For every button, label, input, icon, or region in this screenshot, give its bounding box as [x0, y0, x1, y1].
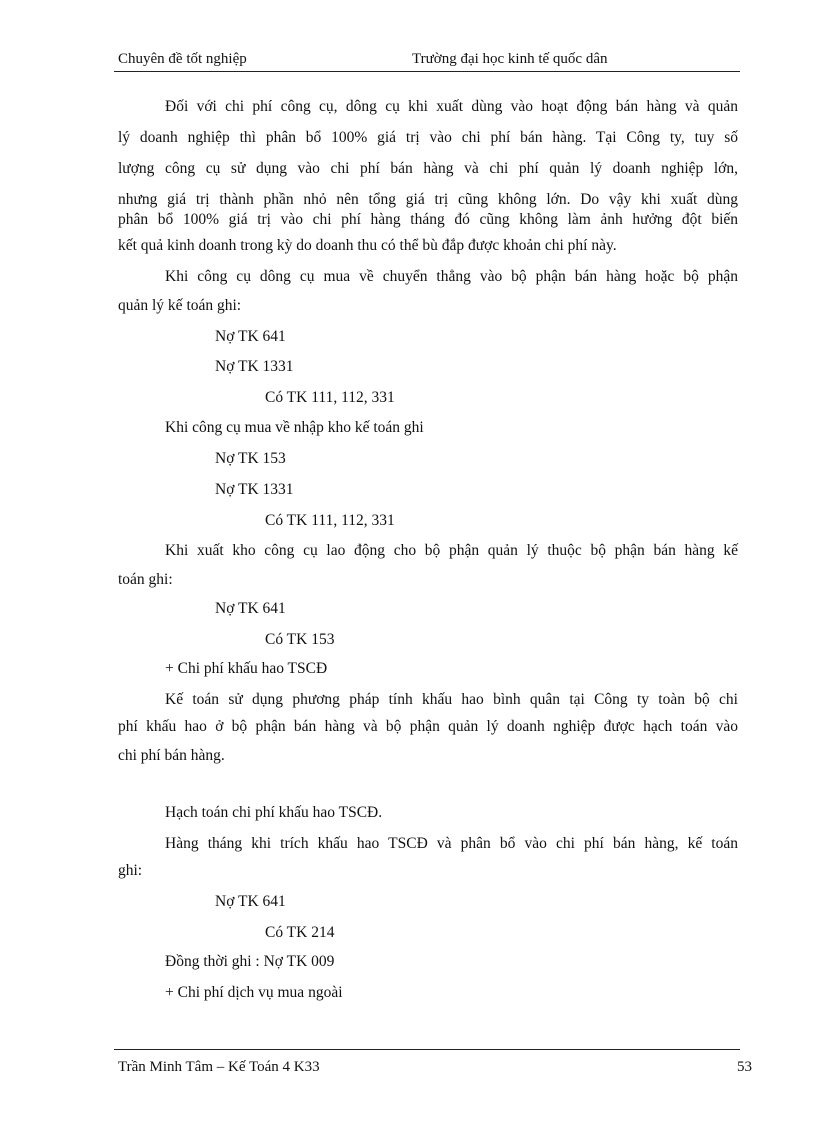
section-heading: + Chi phí khấu hao TSCĐ [165, 660, 328, 677]
journal-entry-debit: Nợ TK 641 [215, 893, 286, 910]
paragraph-line: phí khấu hao ở bộ phận bán hàng và bộ phận quản lý doanh nghiệp được hạch toán vào [118, 718, 738, 735]
paragraph-line: Hạch toán chi phí khấu hao TSCĐ. [165, 804, 383, 821]
journal-entry-credit: Có TK 111, 112, 331 [265, 389, 395, 406]
paragraph-line: lượng công cụ sử dụng vào chi phí bán hàng và chi phí quản lý doanh nghiệp lớn, [118, 160, 738, 177]
journal-entry-credit: Có TK 111, 112, 331 [265, 512, 395, 529]
paragraph-line: Khi xuất kho công cụ lao động cho bộ phận quản lý thuộc bộ phận bán hàng kế [165, 542, 738, 559]
journal-entry-credit: Có TK 214 [265, 924, 335, 941]
paragraph-line: phân bổ 100% giá trị vào chi phí hàng tháng đó cũng không làm ảnh hưởng đột biến [118, 211, 738, 228]
journal-entry-debit: Nợ TK 641 [215, 600, 286, 617]
journal-entry-credit: Có TK 153 [265, 631, 335, 648]
paragraph-line: quản lý kế toán ghi: [118, 297, 242, 314]
paragraph-line: lý doanh nghiệp thì phân bổ 100% giá trị vào chi phí bán hàng. Tại Công ty, tuy số [118, 129, 738, 146]
journal-entry-debit: Nợ TK 153 [215, 450, 286, 467]
header-divider [114, 71, 740, 72]
paragraph-line: ghi: [118, 862, 143, 879]
journal-entry-debit: Nợ TK 1331 [215, 358, 294, 375]
paragraph-line: Kế toán sử dụng phương pháp tính khấu hao bình quân tại Công ty toàn bộ chi [165, 691, 738, 708]
page-number: 53 [737, 1059, 752, 1075]
paragraph-line: Đồng thời ghi : Nợ TK 009 [165, 953, 335, 970]
header-course-title: Chuyên đề tốt nghiệp [118, 51, 247, 67]
paragraph-line: chi phí bán hàng. [118, 747, 225, 764]
paragraph-line: Khi công cụ mua về nhập kho kế toán ghi [165, 419, 424, 436]
footer-author: Trần Minh Tâm – Kế Toán 4 K33 [118, 1059, 320, 1075]
journal-entry-debit: Nợ TK 641 [215, 328, 286, 345]
section-heading: + Chi phí dịch vụ mua ngoài [165, 984, 343, 1001]
paragraph-line: Đối với chi phí công cụ, dông cụ khi xuất dùng vào hoạt động bán hàng và quản [165, 98, 738, 115]
paragraph-line: nhưng giá trị thành phần nhỏ nên tổng giá trị cũng không lớn. Do vậy khi xuất dùng [118, 191, 738, 208]
paragraph-line: toán ghi: [118, 571, 173, 588]
paragraph-line: Khi công cụ dông cụ mua về chuyển thẳng vào bộ phận bán hàng hoặc bộ phận [165, 268, 738, 285]
header-university: Trường đại học kinh tế quốc dân [412, 51, 608, 67]
footer-divider [114, 1049, 740, 1050]
paragraph-line: kết quả kinh doanh trong kỳ do doanh thu có thể bù đắp được khoản chi phí này. [118, 237, 617, 254]
paragraph-line: Hàng tháng khi trích khấu hao TSCĐ và phân bổ vào chi phí bán hàng, kế toán [165, 835, 738, 852]
journal-entry-debit: Nợ TK 1331 [215, 481, 294, 498]
